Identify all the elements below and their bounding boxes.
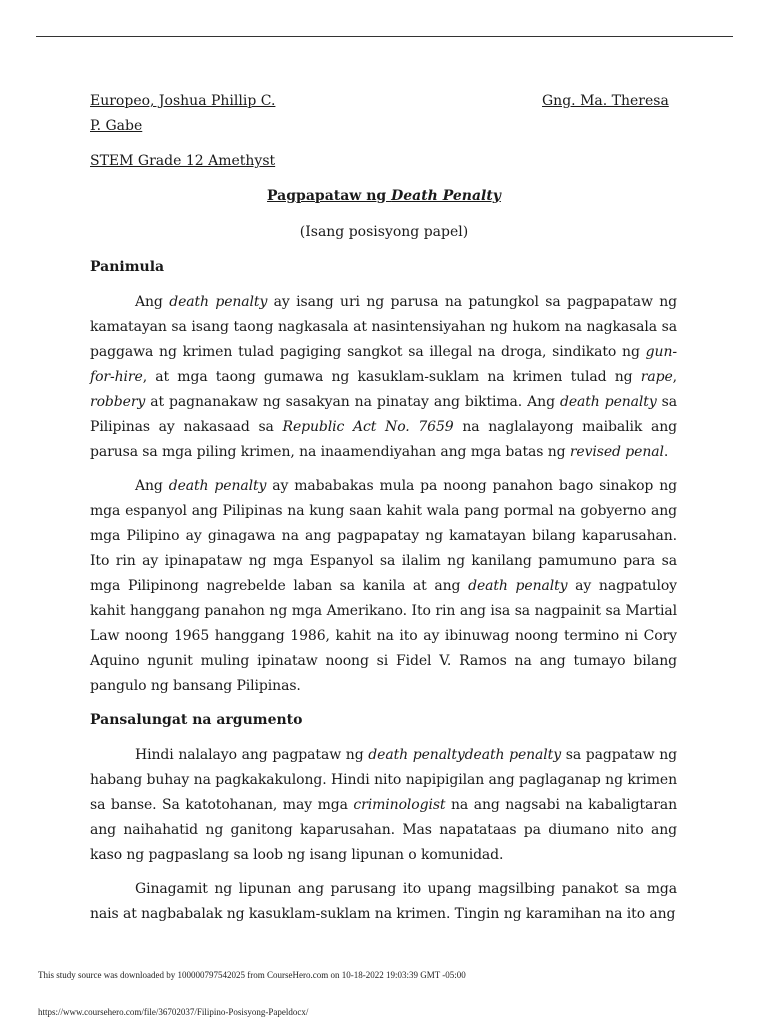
- paragraph-1: Ang death penalty ay isang uri ng parusa na patungkol sa pagpapataw ng kamatayan sa isang taong nagkasala at nasintensiyahan ng hukom na nagkasala sa paggawa ng krimen tulad pagiging sangkot sa illegal na droga, sindikato ng gun-for-hire, at mga taong gumawa ng kasuklam-suklam na krimen tulad ng rape, robbery at pagnanakaw ng sasakyan na pinatay ang biktima. Ang death penalty sa Pilipinas ay nakasaad sa Republic Act No. 7659 na naglalayong maibalik ang parusa sa mga piling krimen, na inaamendiyahan ang mga batas ng revised penal.: [90, 294, 678, 460]
- paragraph-3: Hindi nalalayo ang pagpataw ng death penaltydeath penalty sa pagpataw ng habang buhay na pagkakakulong. Hindi nito napipigilan ang paglaganap ng krimen sa banse. Sa katotohanan, may mga criminologist na ang nagsabi na kabaligtaran ang naihahatid ng ganitong kaparusahan. Mas napatataas pa diumano nito ang kaso ng pagpaslang sa loob ng isang lipunan o komunidad.: [90, 747, 678, 863]
- download-note: This study source was downloaded by 100000797542025 from CourseHero.com on 10-18-2022 19:03:39 GMT -05:00: [38, 970, 466, 980]
- document-subtitle: (Isang posisyong papel): [299, 224, 469, 240]
- title-prefix: Pagpapataw ng: [267, 188, 392, 204]
- section-heading-pansalungat: Pansalungat na argumento: [90, 712, 303, 728]
- section-name: STEM Grade 12 Amethyst: [90, 153, 276, 169]
- paragraph-2: Ang death penalty ay mababakas mula pa noong panahon bago sinakop ng mga espanyol ang Pilipinas na kung saan kahit wala pang pormal na gobyerno ang mga Pilipino ay ginagawa na ang pagpapatay ng kamatayan bilang kaparusahan. Ito rin ay ipinapataw ng mga Espanyol sa ilalim ng kanilang pamumuno para sa mga Pilipinong nagrebelde laban sa kanila at ang death penalty ay nagpatuloy kahit hanggang panahon ng mga Amerikano. Ito rin ang isa sa nagpainit sa Martial Law noong 1965 hanggang 1986, kahit na ito ay ibinuwag noong termino ni Cory Aquino ngunit muling ipinataw noong si Fidel V. Ramos na ang tumayo bilang pangulo ng bansang Pilipinas.: [90, 478, 678, 694]
- title-emphasis: Death Penalty: [391, 188, 501, 204]
- teacher-name: Gng. Ma. Theresa: [542, 93, 669, 109]
- section-heading-panimula: Panimula: [90, 259, 165, 275]
- top-rule: [36, 36, 733, 37]
- student-name: Europeo, Joshua Phillip C.: [90, 93, 276, 109]
- teacher-name-continued: P. Gabe: [90, 118, 143, 134]
- document-title: [0, 186, 768, 206]
- source-url[interactable]: https://www.coursehero.com/file/36702037/Filipino-Posisyong-Papeldocx/: [38, 1007, 309, 1017]
- paragraph-4: Ginagamit ng lipunan ang parusang ito upang magsilbing panakot sa mga nais at nagbabalak ng kasuklam-suklam na krimen. Tingin ng karamihan na ito ang: [90, 881, 677, 922]
